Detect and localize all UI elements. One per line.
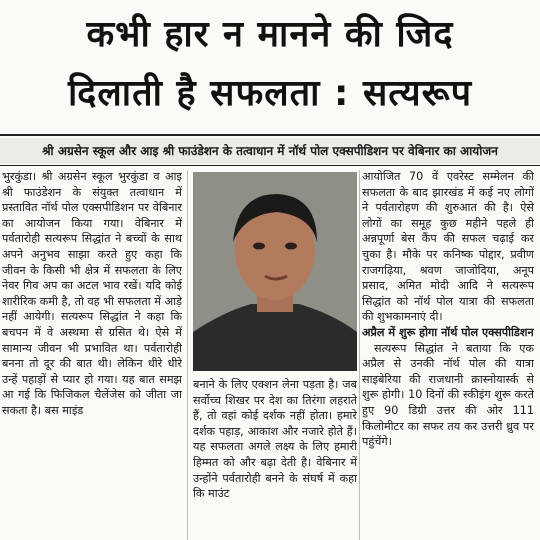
headline-line-1: कभी हार न मानने की जिद [86,14,454,55]
article-paragraph: बनाने के लिए एक्शन लेना पड़ता है। जब सर्वोच्च शिखर पर देश का तिरंगा लहराते हैं, तो वहां कोई दर्शक नहीं होता। हमारे दर्शक पहाड़, आकाश और नजारे होते हैं। यह सफलता अगले लक्ष्य के लिए हमारी हिम्मत को और बढ़ा देती है। वेबिनार में उन्होंने पर्वतारोही बनने के संघर्ष में कहा कि माउंट [193,378,357,501]
article-paragraph: आयोजित 70 वें एवरेस्ट सम्मेलन की सफलता के बाद झारखंड में कई नए लोगों ने पर्वतारोहण की शुरुआत की है। ऐसे लोगों का समूह कुछ महीने पहले ही अन्नपूर्णा बेस कैंप की सफल चढ़ाई कर चुका है। मौके पर कनिष्क पोद्दार, प्रवीण राजगढ़िया, श्रवण जाजोदिया, अनूप प्रसाद, अमित मोदी आदि ने सत्यरूप सिद्धांत को नॉर्थ पोल यात्रा की सफलता की शुभकामनाएं दी। [362,170,534,324]
portrait-photo-icon [193,172,357,371]
portrait-photo [193,172,357,371]
article-column-1 [2,169,182,540]
article-column-3 [362,169,534,540]
column-divider-2 [359,170,360,540]
article-paragraph: भुरकुंडा। श्री अग्रसेन स्कूल भुरकुंडा व आइ श्री फाउंडेशन के संयुक्त तत्वाधान में प्रस्तावित नॉर्थ पोल एक्सपीडिशन पर वेबिनार का आयोजन किया गया। वेबिनार में पर्वतारोही सत्यरूप सिद्धांत ने बच्चों के साथ अपने अनुभव साझा करते हुए कहा कि जीवन के किसी भी क्षेत्र में सफलता के लिए नेवर गिव अप का अटल भाव रखें। यदि कोई शारीरिक कमी है, तो वह भी सफलता में आड़े नहीं आयेगी। सत्यरूप सिद्धांत ने कहा कि बचपन में वे अस्थमा से ग्रसित थे। ऐसे में सामान्य जीवन भी प्रभावित था। पर्वतारोही बनना तो दूर की बात थी। लेकिन धीरे धीरे उन्हें पहाड़ों से प्यार हो गया। यह बात समझ आ गई कि फिजिकल चैलेंजेस को जीता जा सकता है। बस माइंड [2,170,182,417]
subheadline: श्री अग्रसेन स्कूल और आइ श्री फाउंडेशन के तत्वाधान में नॉर्थ पोल एक्सपीडिशन पर वेबिनार का आयोजन [0,138,540,164]
divider-bottom [0,165,540,166]
column-divider-1 [187,170,188,540]
section-heading: अप्रैल में शुरू होगा नॉर्थ पोल एक्सपीडिशन [362,325,534,339]
divider-top [0,134,540,136]
article-column-2 [193,377,357,540]
headline-line-2: दिलाती है सफलता : सत्यरूप [67,73,473,114]
article-paragraph: सत्यरूप सिद्धांत ने बताया कि एक अप्रैल से उनकी नॉर्थ पोल की यात्रा साइबेरिया की राजधानी क्रास्नोयार्स्क से शुरू होगी। 10 दिनों की स्कीइंग शुरू करते हुए 90 डिग्री उत्तर की ओर 111 किलोमीटर का सफर तय कर उत्तरी ध्रुव पर पहुंचेंगे। [362,341,534,449]
